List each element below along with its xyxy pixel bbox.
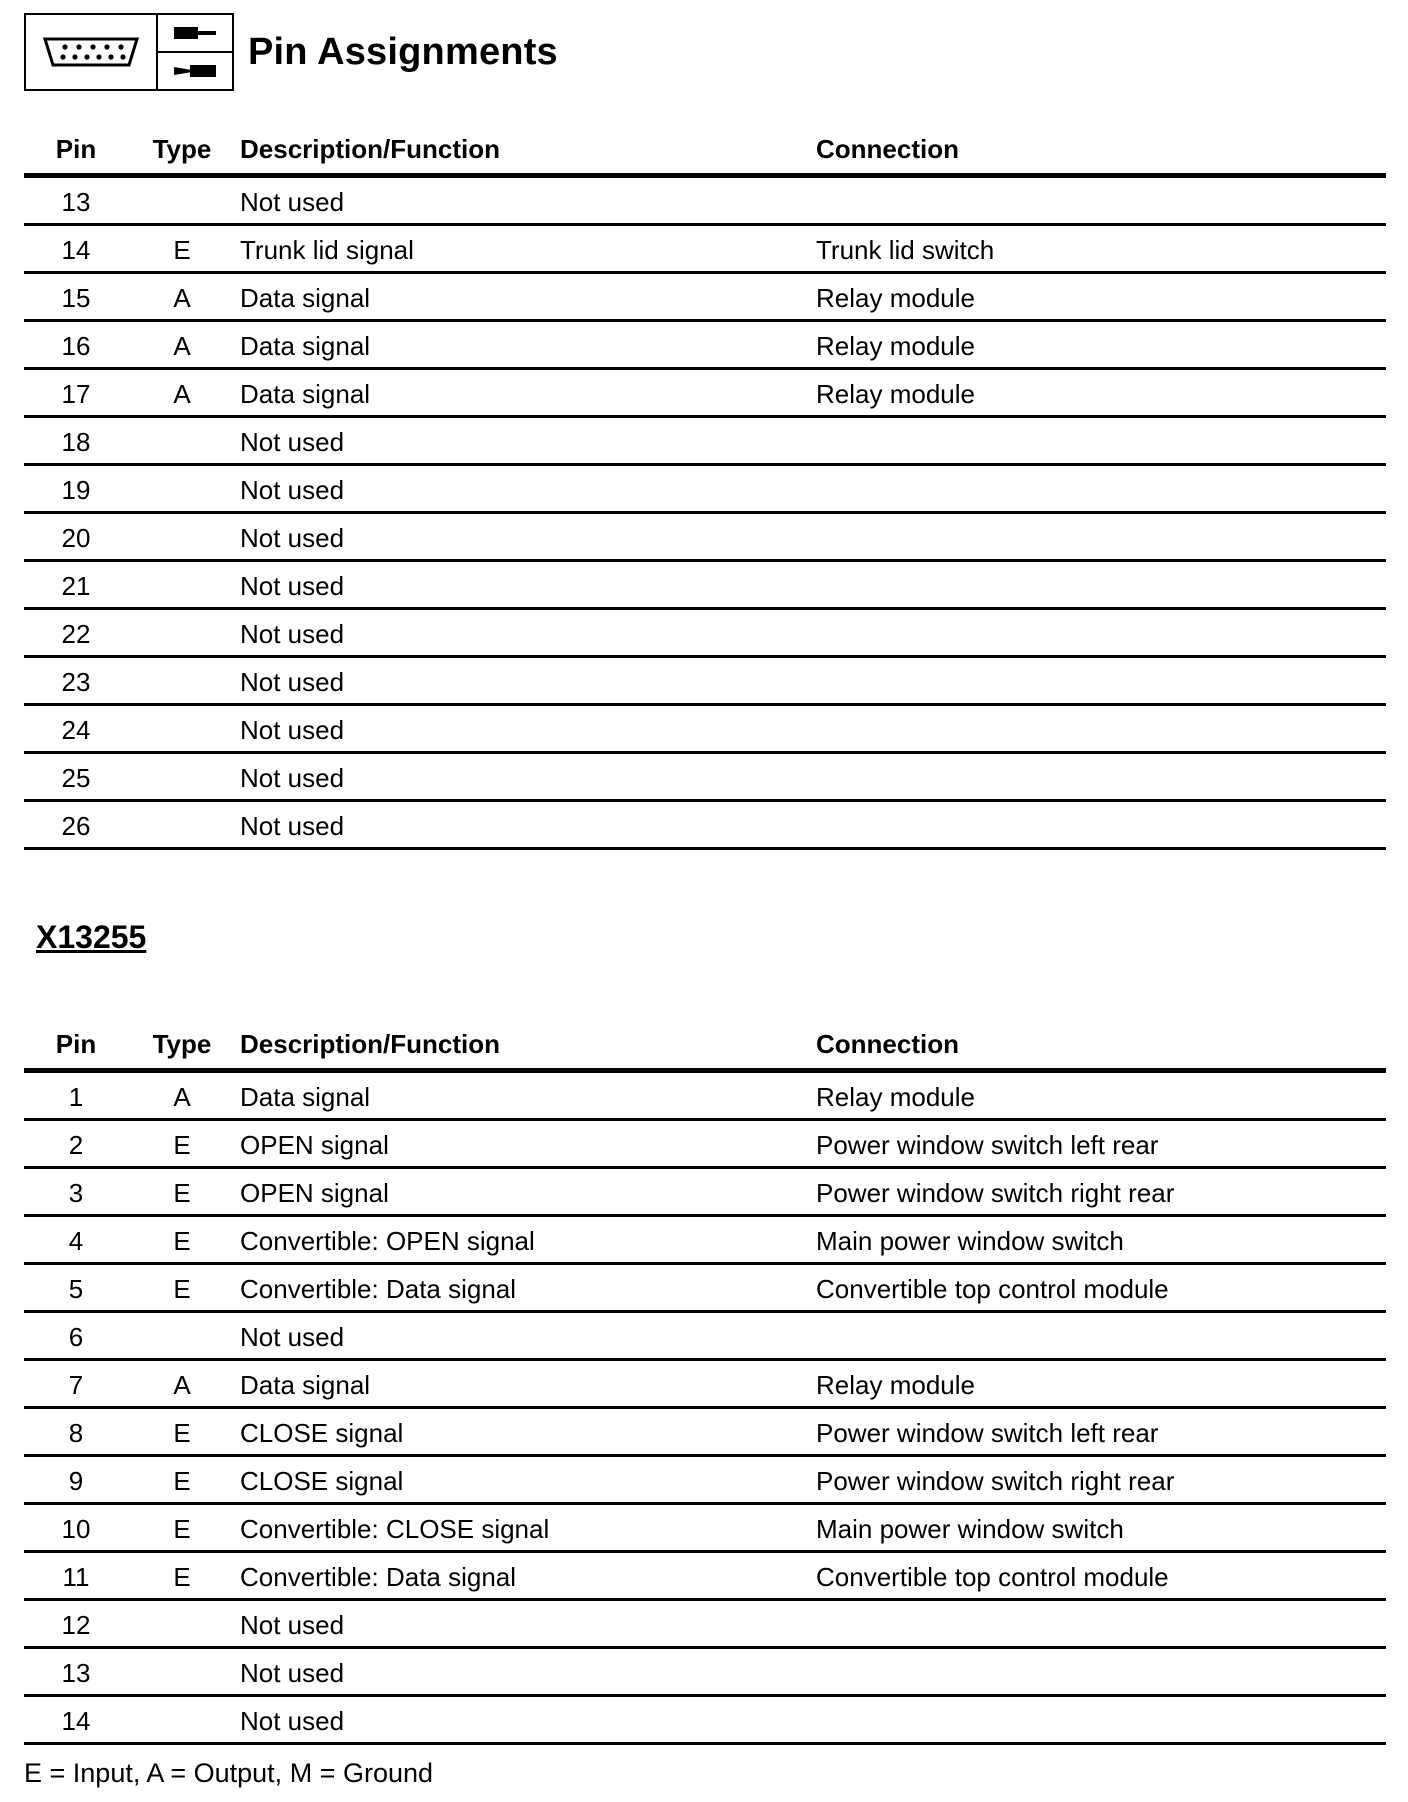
description-cell: Not used: [240, 763, 345, 793]
pin-cell: 23: [61, 667, 91, 697]
page-header: [24, 12, 558, 92]
description-cell: Data signal: [240, 1370, 371, 1400]
table-row: [24, 610, 1386, 658]
description-cell: OPEN signal: [240, 1130, 389, 1160]
table-header: [24, 132, 1386, 178]
table-row: [24, 1361, 1386, 1409]
table-row: [24, 1073, 1386, 1121]
description-cell: Not used: [240, 475, 345, 505]
description-cell: Convertible: CLOSE signal: [240, 1514, 550, 1544]
type-cell: A: [173, 283, 191, 313]
pin-cell: 11: [62, 1562, 90, 1592]
table-row: [24, 1217, 1386, 1265]
pin-cell: 4: [68, 1226, 84, 1256]
connection-cell: Relay module: [816, 1370, 975, 1400]
table-row: [24, 802, 1386, 850]
type-cell: E: [173, 1274, 191, 1304]
pin-cell: 6: [68, 1322, 84, 1352]
connection-cell: Power window switch left rear: [816, 1418, 1159, 1448]
pin-cell: 17: [61, 379, 91, 409]
description-cell: Not used: [240, 1610, 345, 1640]
connection-cell: Relay module: [816, 379, 975, 409]
connection-cell: Power window switch left rear: [816, 1130, 1159, 1160]
table-row: [24, 1313, 1386, 1361]
description-cell: Data signal: [240, 379, 371, 409]
connection-cell: Main power window switch: [816, 1226, 1124, 1256]
table-row: [24, 1601, 1386, 1649]
table-row: [24, 322, 1386, 370]
description-cell: Not used: [240, 523, 345, 553]
pin-cell: 10: [61, 1514, 91, 1544]
table-row: [24, 274, 1386, 322]
description-cell: Data signal: [240, 1082, 371, 1112]
description-cell: Data signal: [240, 331, 371, 361]
pin-cell: 20: [61, 523, 91, 553]
description-cell: Not used: [240, 571, 345, 601]
table-row: [24, 370, 1386, 418]
type-cell: A: [173, 379, 191, 409]
type-cell: E: [173, 1226, 191, 1256]
connection-cell: Relay module: [816, 331, 975, 361]
table-row: [24, 514, 1386, 562]
description-cell: Data signal: [240, 283, 371, 313]
pin-table-2: [24, 1027, 1386, 1745]
type-cell: E: [173, 1514, 191, 1544]
description-cell: Not used: [240, 715, 345, 745]
type-cell: E: [173, 1178, 191, 1208]
pin-cell: 9: [68, 1466, 84, 1496]
description-cell: CLOSE signal: [240, 1466, 404, 1496]
table-row: [24, 178, 1386, 226]
table-row: [24, 706, 1386, 754]
header-description: Description/Function: [240, 1029, 500, 1059]
pin-cell: 13: [61, 187, 91, 217]
pin-cell: 13: [61, 1658, 91, 1688]
pin-cell: 5: [68, 1274, 84, 1304]
table-row: [24, 1697, 1386, 1745]
pin-cell: 2: [68, 1130, 84, 1160]
table-row: [24, 658, 1386, 706]
pin-cell: 21: [61, 571, 91, 601]
pin-cell: 19: [61, 475, 91, 505]
table-row: [24, 1265, 1386, 1313]
socket-icon: [158, 53, 232, 89]
pin-table-1: [24, 132, 1386, 850]
connection-cell: Power window switch right rear: [816, 1178, 1175, 1208]
pin-cell: 1: [68, 1082, 84, 1112]
description-cell: Convertible: Data signal: [240, 1274, 517, 1304]
pin-cell: 14: [61, 235, 91, 265]
connection-cell: Main power window switch: [816, 1514, 1124, 1544]
connection-cell: Trunk lid switch: [816, 235, 995, 265]
page-title: Pin Assignments: [248, 30, 558, 73]
description-cell: Convertible: OPEN signal: [240, 1226, 535, 1256]
table-row: [24, 1553, 1386, 1601]
header-pin: Pin: [55, 1029, 97, 1059]
type-cell: E: [173, 1418, 191, 1448]
type-cell: A: [173, 1370, 191, 1400]
description-cell: Not used: [240, 427, 345, 457]
pin-cell: 24: [61, 715, 91, 745]
header-type: Type: [152, 1029, 212, 1059]
legend: E = Input, A = Output, M = Ground: [24, 1758, 434, 1788]
table-row: [24, 418, 1386, 466]
type-cell: A: [173, 1082, 191, 1112]
table-row: [24, 1121, 1386, 1169]
pin-cell: 8: [68, 1418, 84, 1448]
type-cell: E: [173, 235, 191, 265]
header-description: Description/Function: [240, 134, 500, 164]
description-cell: Not used: [240, 1706, 345, 1736]
description-cell: Not used: [240, 187, 345, 217]
table-row: [24, 226, 1386, 274]
connection-cell: Power window switch right rear: [816, 1466, 1175, 1496]
pin-cell: 15: [61, 283, 91, 313]
connection-cell: Convertible top control module: [816, 1274, 1169, 1304]
description-cell: Not used: [240, 1322, 345, 1352]
pin-cell: 7: [68, 1370, 84, 1400]
connector-icon: [26, 15, 158, 89]
pin-cell: 14: [61, 1706, 91, 1736]
description-cell: Not used: [240, 667, 345, 697]
pin-cell: 26: [61, 811, 91, 841]
table-row: [24, 1505, 1386, 1553]
table-row: [24, 466, 1386, 514]
description-cell: CLOSE signal: [240, 1418, 404, 1448]
pin-cell: 22: [61, 619, 91, 649]
description-cell: Convertible: Data signal: [240, 1562, 517, 1592]
connection-cell: Relay module: [816, 1082, 975, 1112]
table-row: [24, 1409, 1386, 1457]
header-connection: Connection: [816, 1029, 959, 1059]
type-cell: E: [173, 1466, 191, 1496]
description-cell: Not used: [240, 811, 345, 841]
table-row: [24, 754, 1386, 802]
table-row: [24, 1457, 1386, 1505]
table-header: [24, 1027, 1386, 1073]
header-type: Type: [152, 134, 212, 164]
pin-cell: 12: [61, 1610, 91, 1640]
description-cell: OPEN signal: [240, 1178, 389, 1208]
connection-cell: Relay module: [816, 283, 975, 313]
type-cell: E: [173, 1562, 191, 1592]
pin-cell: 16: [61, 331, 91, 361]
header-pin: Pin: [55, 134, 97, 164]
description-cell: Trunk lid signal: [240, 235, 414, 265]
connection-cell: Convertible top control module: [816, 1562, 1169, 1592]
table-row: [24, 1169, 1386, 1217]
table-row: [24, 562, 1386, 610]
icon-box: [24, 13, 234, 91]
connector-id: X13255: [36, 919, 147, 955]
pin-cell: 3: [68, 1178, 84, 1208]
pin-cell: 25: [61, 763, 91, 793]
pin-cell: 18: [61, 427, 91, 457]
table-row: [24, 1649, 1386, 1697]
description-cell: Not used: [240, 619, 345, 649]
header-connection: Connection: [816, 134, 959, 164]
type-cell: E: [173, 1130, 191, 1160]
type-cell: A: [173, 331, 191, 361]
plug-icon: [158, 15, 232, 53]
description-cell: Not used: [240, 1658, 345, 1688]
